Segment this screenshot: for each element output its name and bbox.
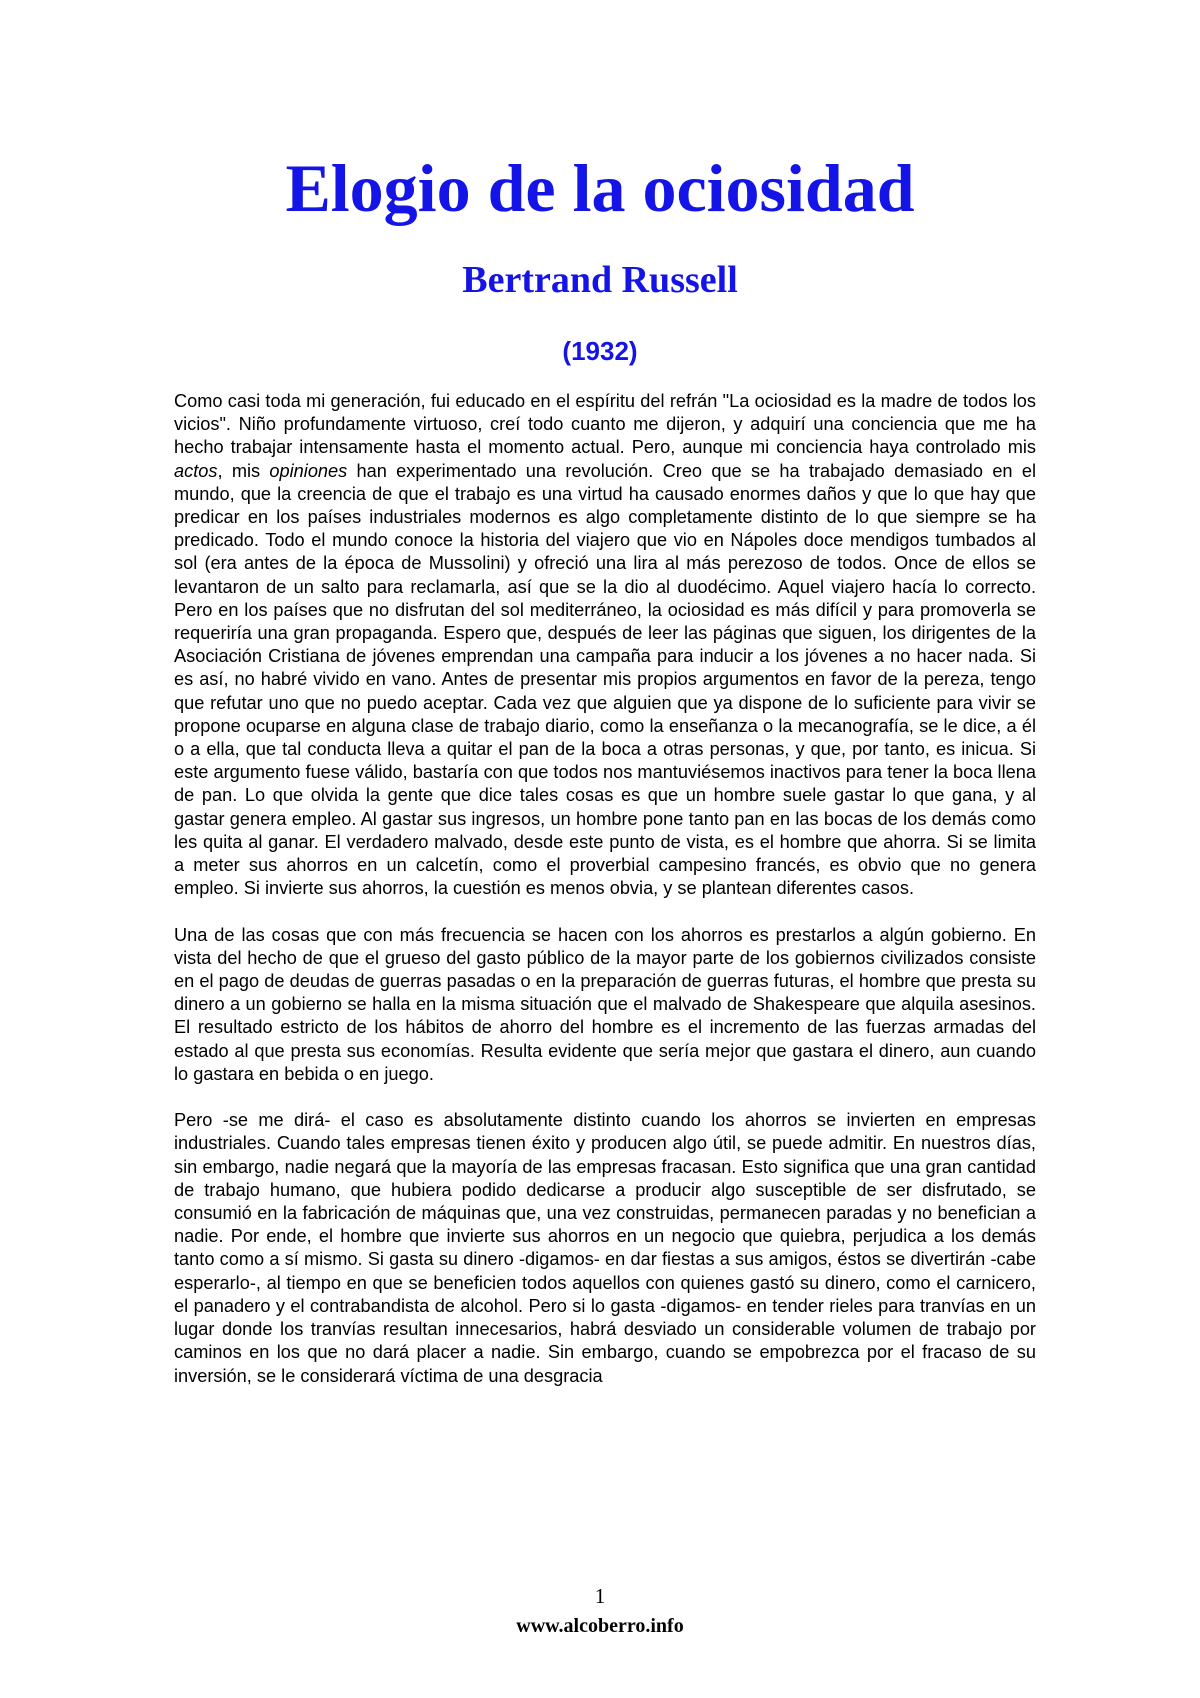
paragraph-3-text: Pero -se me dirá- el caso es absolutamente distinto cuando los ahorros se invierten en empresas industriales. Cuando tales empresas tienen éxito y producen algo útil, se puede admitir. En nuestros días, sin embargo, nadie negará que la mayoría de las empresas fracasan. Esto significa que una gran cantidad de trabajo humano, que hubiera podido dedicarse a producir algo susceptible de ser disfrutado, se consumió en la fabricación de máquinas que, una vez construidas, permanecen paradas y no benefician a nadie. Por ende, el hombre que invierte sus ahorros en un negocio que quiebra, perjudica a los demás tanto como a sí mismo. Si gasta su dinero -digamos- en dar fiestas a sus amigos, éstos se divertirán -cabe esperarlo-, al tiempo en que se beneficien todos aquellos con quienes gastó su dinero, como el carnicero, el panadero y el contrabandista de alcohol. Pero si lo gasta -digamos- en tender rieles para tranvías en un lugar donde los tranvías resultan innecesarios, habrá desviado un considerable volumen de trabajo por caminos en los que no dará placer a nadie. Sin embargo, cuando se empobrezca por el fracaso de su inversión, se le considerará víctima de una desgracia — [174, 1110, 1036, 1386]
paragraph-2-text: Una de las cosas que con más frecuencia se hacen con los ahorros es prestarlos a algún gobierno. En vista del hecho de que el grueso del gasto público de la mayor parte de los gobiernos civilizados consiste en el pago de deudas de guerras pasadas o en la preparación de guerras futuras, el hombre que presta su dinero a un gobierno se halla en la misma situación que el malvado de Shakespeare que alquila asesinos. El resultado estricto de los hábitos de ahorro del hombre es el incremento de las fuerzas armadas del estado al que presta sus economías. Resulta evidente que sería mejor que gastara el dinero, aun cuando lo gastara en bebida o en juego. — [174, 924, 1036, 1084]
footer-website: www.alcoberro.info — [516, 1615, 684, 1637]
paragraph-3 — [174, 1109, 1036, 1387]
document-body — [174, 390, 1036, 1388]
document-author: Bertrand Russell — [462, 259, 738, 301]
paragraph-2 — [174, 924, 1036, 1086]
emphasis-opiniones: opiniones — [269, 460, 348, 481]
paragraph-1-text-a: Como casi toda mi generación, fui educado en el espíritu del refrán "La ociosidad es la madre de todos los vicios". Niño profundamente virtuoso, creí todo cuanto me dijeron, y adquirí una conciencia que me ha hecho trabajar intensamente hasta el momento actual. Pero, aunque mi conciencia haya controlado mis — [174, 391, 1036, 458]
emphasis-actos: actos — [174, 460, 218, 481]
page-number: 1 — [594, 1584, 606, 1608]
paragraph-1 — [174, 390, 1036, 900]
document-year: (1932) — [562, 336, 638, 366]
paragraph-1-text-c: han experimentado una revolución. Creo que se ha trabajado demasiado en el mundo, que la creencia de que el trabajo es una virtud ha causado enormes daños y que lo que hay que predicar en los países industriales modernos es algo completamente distinto de lo que siempre se ha predicado. Todo el mundo conoce la historia del viajero que vio en Nápoles doce mendigos tumbados al sol (era antes de la época de Mussolini) y ofreció una lira al más perezoso de todos. Once de ellos se levantaron de un salto para reclamarla, así que se la dio al duodécimo. Aquel viajero hacía lo correcto. Pero en los países que no disfrutan del sol mediterráneo, la ociosidad es más difícil y para promoverla se requeriría una gran propaganda. Espero que, después de leer las páginas que siguen, los dirigentes de la Asociación Cristiana de jóvenes emprendan una campaña para inducir a los jóvenes a no hacer nada. Si es así, no habré vivido en vano. Antes de presentar mis propios argumentos en favor de la pereza, tengo que refutar uno que no puedo aceptar. Cada vez que alguien que ya dispone de lo suficiente para vivir se propone ocuparse en alguna clase de trabajo diario, como la enseñanza o la mecanografía, se le dice, a él o a ella, que tal conducta lleva a quitar el pan de la boca a otras personas, y que, por tanto, es inicua. Si este argumento fuese válido, bastaría con que todos nos mantuviésemos inactivos para tener la boca llena de pan. Lo que olvida la gente que dice tales cosas es que un hombre suele gastar lo que gana, y al gastar genera empleo. Al gastar sus ingresos, un hombre pone tanto pan en las bocas de los demás como les quita al ganar. El verdadero malvado, desde este punto de vista, es el hombre que ahorra. Si se limita a meter sus ahorros en un calcetín, como el proverbial campesino francés, es obvio que no genera empleo. Si invierte sus ahorros, la cuestión es menos obvia, y se plantean diferentes casos. — [174, 460, 1036, 899]
document-title: Elogio de la ociosidad — [285, 150, 915, 226]
paragraph-1-text-b: , mis — [217, 460, 270, 481]
